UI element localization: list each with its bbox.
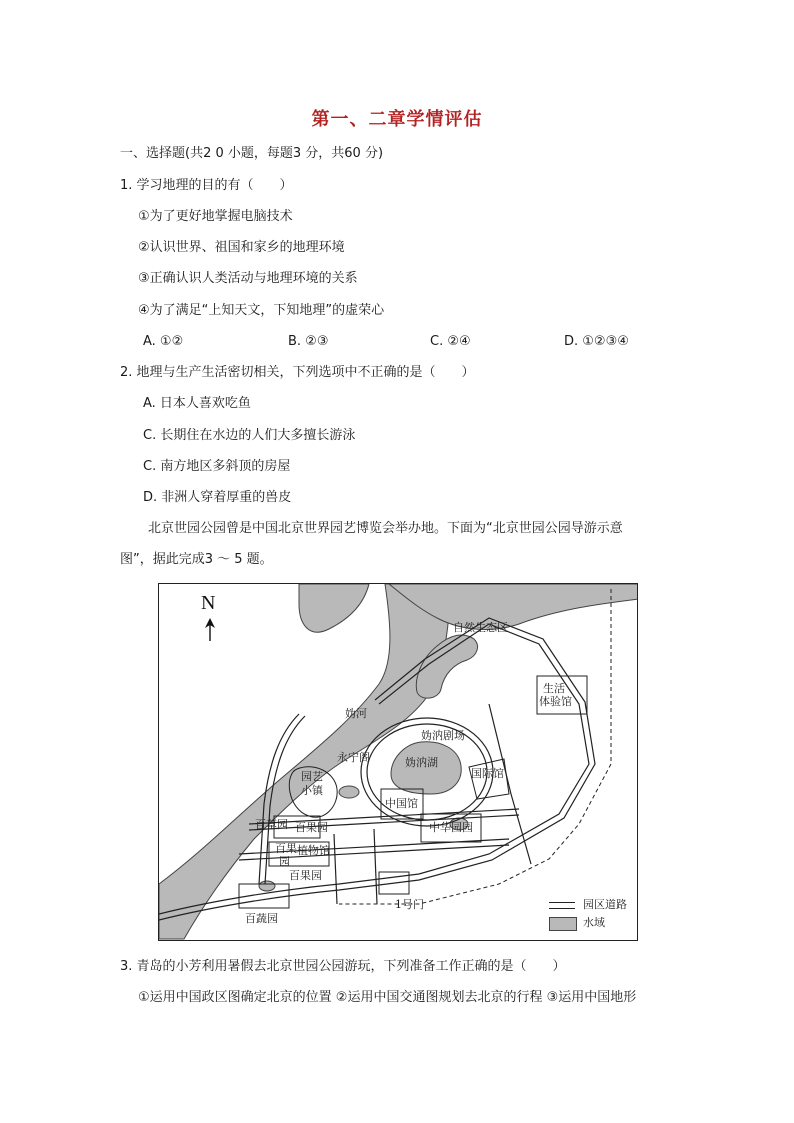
q1-item-1: ①为了更好地掌握电脑技术 (138, 209, 293, 224)
park-boundary (339, 589, 611, 904)
q2-option-c2[interactable]: C. 南方地区多斜顶的房屋 (143, 459, 291, 474)
label-baiguo-top: 百果园 (295, 821, 328, 834)
passage-line-1: 北京世园公园曾是中国北京世界园艺博览会举办地。下面为“北京世园公园导游示意 (148, 521, 623, 536)
section-heading: 一、选择题(共2 0 小题，每题3 分，共60 分) (120, 146, 384, 161)
label-river: 妫河 (345, 707, 367, 720)
passage-line-2: 图”，据此完成3 ～ 5 题。 (120, 552, 273, 567)
q2-option-a[interactable]: A. 日本人喜欢吃鱼 (143, 396, 251, 411)
q1-item-4: ④为了满足“上知天文，下知地理”的虚荣心 (138, 303, 385, 318)
label-life-hall-2: 体验馆 (539, 695, 572, 708)
legend-water-label: 水域 (583, 916, 605, 929)
label-gate-1: 1号门 (395, 898, 424, 911)
label-plaza: 妫汭剧场 (421, 729, 465, 742)
label-baishu: 百蔬园 (245, 912, 278, 925)
legend-road-swatch (549, 902, 575, 909)
q1-option-a[interactable]: A. ①② (143, 334, 184, 349)
q3-stem: 3. 青岛的小芳利用暑假去北京世园公园游玩，下列准备工作正确的是（ ） (120, 959, 566, 974)
label-yongning: 永宁阁 (337, 751, 370, 764)
label-china-hall: 中国馆 (385, 797, 418, 810)
q2-stem: 2. 地理与生产生活密切相关，下列选项中不正确的是（ ） (120, 365, 475, 380)
q3-line-2: ①运用中国政区图确定北京的位置 ②运用中国交通图规划去北京的行程 ③运用中国地形 (138, 990, 637, 1005)
label-lake: 妫汭湖 (405, 756, 438, 769)
q1-item-3: ③正确认识人类活动与地理环境的关系 (138, 271, 358, 286)
q1-option-d[interactable]: D. ①②③④ (564, 334, 629, 349)
label-garden-town-1: 园艺 (301, 770, 323, 783)
label-china-garden: 中华园园 (429, 821, 473, 834)
label-baiguo-side-2: 园 (279, 855, 290, 868)
page-title: 第一、二章学情评估 (311, 109, 483, 130)
north-arrow-icon (203, 616, 217, 642)
legend-road-label: 园区道路 (583, 898, 627, 911)
park-map (158, 583, 638, 941)
label-baiguo-side-1: 百果 (275, 842, 297, 855)
label-nature-zone: 自然生态区 (453, 621, 508, 634)
q1-item-2: ②认识世界、祖国和家乡的地理环境 (138, 240, 345, 255)
north-arrow: N (201, 592, 216, 614)
label-intl-hall: 国际馆 (471, 767, 504, 780)
q1-option-c[interactable]: C. ②④ (430, 334, 471, 349)
q2-option-c1[interactable]: C. 长期住在水边的人们大多擅长游泳 (143, 428, 356, 443)
q1-option-b[interactable]: B. ②③ (288, 334, 329, 349)
label-baicao: 百草园 (255, 818, 288, 831)
legend-water-swatch (549, 917, 577, 931)
pond-2 (259, 881, 275, 891)
label-baiguo-bottom: 百果园 (289, 869, 322, 882)
pond-1 (339, 786, 359, 798)
q1-stem: 1. 学习地理的目的有（ ） (120, 178, 293, 193)
park-map-drawing (159, 584, 638, 941)
label-plant-hall: 植物馆 (297, 844, 330, 857)
water-patch-topleft (299, 584, 369, 632)
label-garden-town-2: 小镇 (301, 784, 323, 797)
label-life-hall-1: 生活 (543, 682, 565, 695)
q2-option-d[interactable]: D. 非洲人穿着厚重的兽皮 (143, 490, 292, 505)
